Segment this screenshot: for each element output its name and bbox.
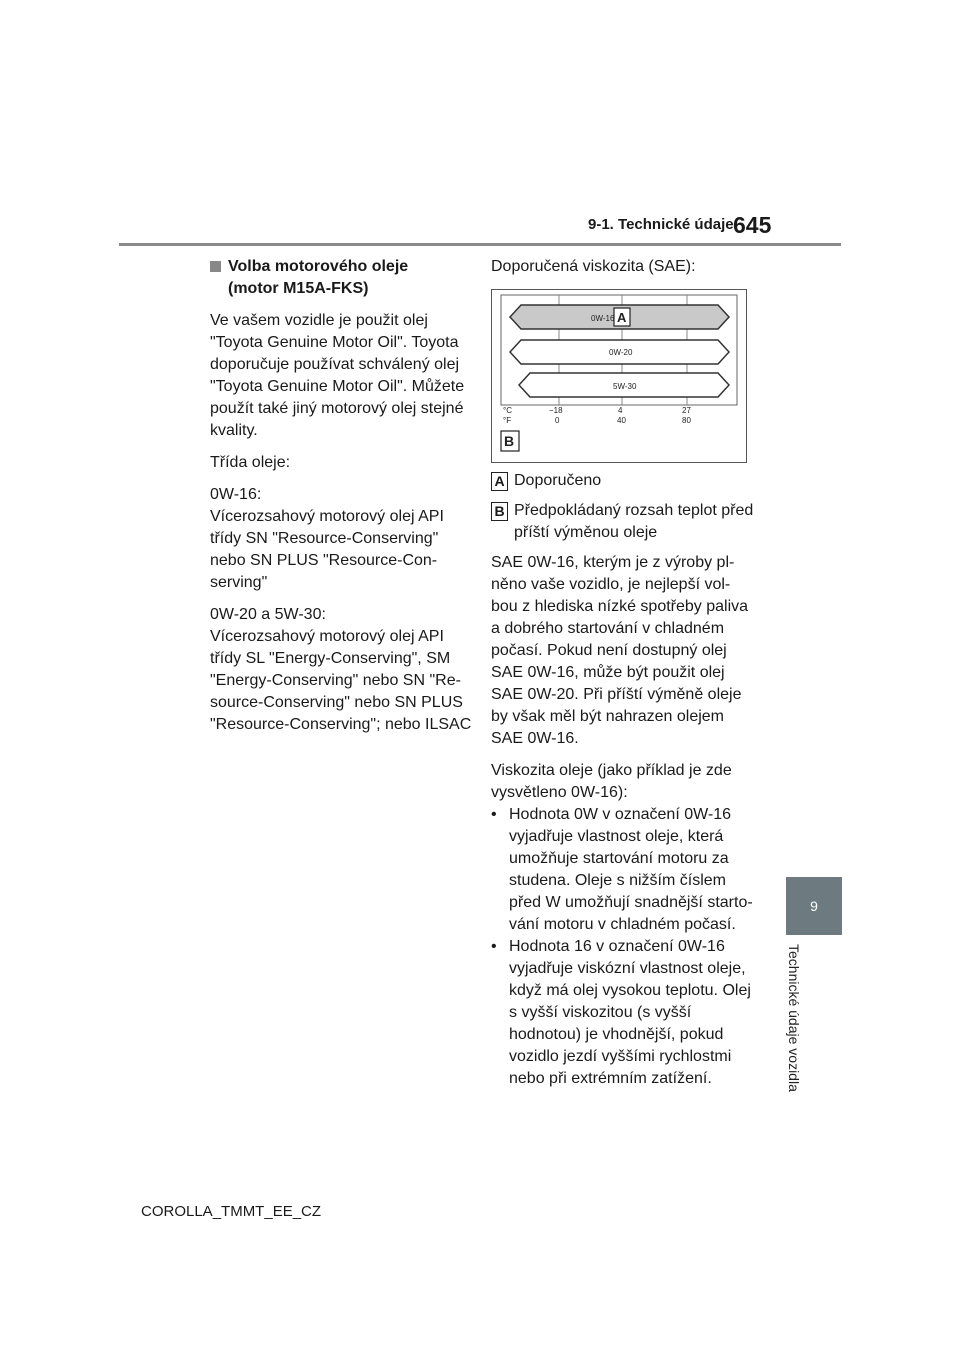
- tick-c-2: 4: [618, 406, 623, 415]
- page-number: 645: [733, 212, 772, 238]
- oil-0w16-body: Vícerozsahový motorový olej API třídy SN "Resource-Conserving" nebo SN PLUS "Resource-Con-serving": [210, 508, 444, 591]
- oil-class-label: Třída oleje:: [210, 454, 291, 471]
- chapter-tab: [786, 877, 842, 935]
- oil-0w16-title: 0W-16:: [210, 486, 262, 503]
- oil-0w16-spec: [210, 484, 472, 594]
- legend-a: [491, 470, 756, 492]
- chapter-tab-label: [786, 944, 802, 1114]
- bar-0w16-label: 0W-16: [591, 314, 615, 323]
- bar-5w30-label: 5W-30: [613, 382, 637, 391]
- tick-f-1: 0: [555, 416, 560, 425]
- square-bullet-icon: [210, 261, 221, 272]
- unit-fahrenheit: °F: [503, 416, 512, 425]
- legend-a-key: A: [491, 472, 508, 491]
- bullet-dot: •: [491, 938, 497, 955]
- legend-b-key: B: [491, 502, 508, 521]
- viscosity-diagram: [491, 289, 747, 463]
- bullet-text-1: Hodnota 0W v označení 0W-16 vyjadřuje vlastnost oleje, která umožňuje startování motoru za studena. Oleje s nižším číslem před W umožňují snadnější starto-vání motoru v chladném počasí.: [509, 806, 753, 933]
- marker-a-label: A: [617, 310, 627, 325]
- viscosity-example-intro: Viskozita oleje (jako příklad je zde vysvětleno 0W-16):: [491, 762, 732, 801]
- legend-a-text: Doporučeno: [514, 472, 602, 489]
- oil-0w20-body: Vícerozsahový motorový olej API třídy SL "Energy-Conserving", SM "Energy-Conserving" nebo SN "Re-source-Conserving" nebo SN PLUS "Resource-Conserving"; nebo ILSAC: [210, 628, 472, 733]
- oil-0w20-title: 0W-20 a 5W-30:: [210, 606, 326, 623]
- tick-f-2: 40: [617, 416, 626, 425]
- unit-celsius: °C: [503, 406, 512, 415]
- bullet-item-1: [491, 804, 756, 936]
- intro-paragraph: Ve vašem vozidle je použit olej "Toyota Genuine Motor Oil". Toyota doporučuje používat schválený olej "Toyota Genuine Motor Oil". Můžete použít také jiný motorový olej stejné kvality.: [210, 312, 465, 439]
- legend-b: [491, 500, 756, 544]
- tick-c-1: −18: [549, 406, 563, 415]
- tick-f-3: 80: [682, 416, 691, 425]
- right-column-body: [491, 470, 756, 1090]
- left-column: [210, 256, 472, 746]
- viscosity-title-wrap: [491, 256, 756, 288]
- bullet-item-2: [491, 936, 756, 1090]
- oil-selection-heading: [210, 256, 472, 300]
- bullet-dot: •: [491, 806, 497, 823]
- chapter-title: Technické údaje vozidla: [786, 944, 802, 1092]
- chapter-number: 9: [810, 898, 818, 914]
- marker-b-label: B: [504, 433, 515, 449]
- document-code: COROLLA_TMMT_EE_CZ: [141, 1203, 322, 1220]
- heading-line-2: (motor M15A-FKS): [228, 280, 369, 297]
- oil-0w20-5w30-spec: [210, 604, 472, 736]
- header-divider: [119, 243, 841, 246]
- tick-c-3: 27: [682, 406, 691, 415]
- sae-0w16-paragraph: SAE 0W-16, kterým je z výroby pl-něno vaše vozidlo, je nejlepší vol-bou z hlediska nízké spotřeby paliva a dobrého startování v chladném počasí. Pokud není dostupný olej SAE 0W-16, může být použit olej SAE 0W-20. Při příští výměně oleje by však měl být nahrazen olejem SAE 0W-16.: [491, 554, 749, 747]
- bullet-text-2: Hodnota 16 v označení 0W-16 vyjadřuje viskózní vlastnost oleje, když má olej vysokou teplotu. Olej s vyšší viskozitou (s vyšší hodnotou) je vhodnější, pokud vozidlo jezdí vyššími rychlostmi nebo při extrémním zatížení.: [509, 938, 751, 1087]
- section-title: 9-1. Technické údaje: [588, 216, 734, 233]
- heading-line-1: Volba motorového oleje: [228, 258, 409, 275]
- bar-0w20-label: 0W-20: [609, 348, 633, 357]
- legend-b-text: Předpokládaný rozsah teplot před příští výměnou oleje: [514, 502, 754, 541]
- viscosity-title: Doporučená viskozita (SAE):: [491, 258, 696, 275]
